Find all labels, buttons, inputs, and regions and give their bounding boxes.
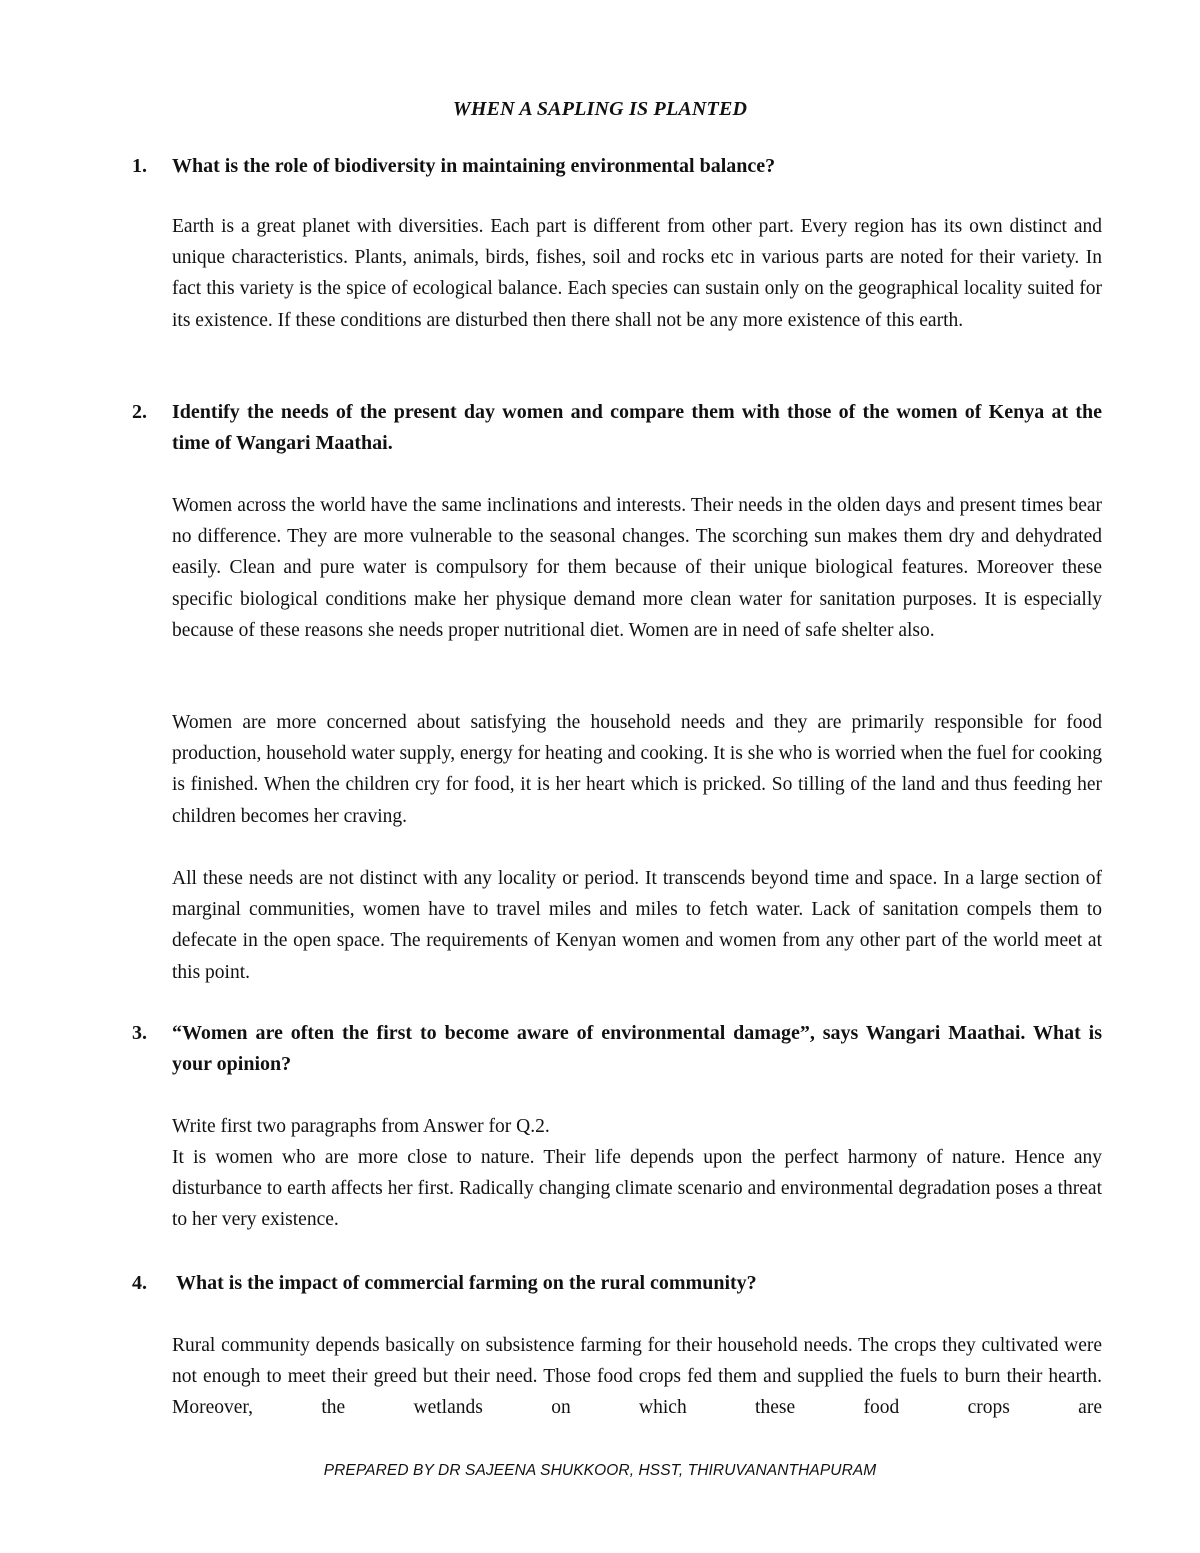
question-number: 1. — [132, 155, 147, 177]
question-3 — [132, 1018, 1102, 1080]
page-footer: PREPARED BY DR SAJEENA SHUKKOOR, HSST, THIRUVANANTHAPURAM — [323, 1462, 877, 1479]
answer-2-paragraph-2: Women are more concerned about satisfying the household needs and they are primarily responsible for food production, household water supply, energy for heating and cooking. It is she who is worried when the fuel for cooking is finished. When the children cry for food, it is her heart which is pricked. So tilling of the land and thus feeding her children becomes her craving. — [172, 712, 1102, 827]
answer-3-instruction: Write first two paragraphs from Answer for Q.2. — [172, 1116, 550, 1137]
question-text: Identify the needs of the present day women and compare them with those of the women of Kenya at the time of Wangari Maathai. — [172, 401, 1102, 454]
answer-2-paragraph-3: All these needs are not distinct with any locality or period. It transcends beyond time and space. In a large section of marginal communities, women have to travel miles and miles to fetch water. Lack of sanitation compels them to defecate in the open space. The requirements of Kenyan women and women from any other part of the world meet at this point. — [172, 868, 1102, 983]
answer-1-paragraph-1: Earth is a great planet with diversities. Each part is different from other part. Every region has its own distinct and unique characteristics. Plants, animals, birds, fishes, soil and rocks etc in various parts are noted for their variety. In fact this variety is the spice of ecological balance. Each species can sustain only on the geographical locality suited for its existence. If these conditions are disturbed then there shall not be any more existence of this earth. — [172, 216, 1102, 331]
answer-4-paragraph-1: Rural community depends basically on subsistence farming for their household needs. The crops they cultivated were not enough to meet their greed but their need. Those food crops fed them and supplied the fuels to burn their hearth. Moreover, the wetlands on which these food crops are — [172, 1335, 1102, 1419]
answer-3-paragraph-1: It is women who are more close to nature. Their life depends upon the perfect harmony of nature. Hence any disturbance to earth affects her first. Radically changing climate scenario and environmental degradation poses a threat to her very existence. — [172, 1147, 1102, 1231]
document-title: WHEN A SAPLING IS PLANTED — [452, 98, 748, 120]
question-number: 2. — [132, 401, 147, 423]
question-4 — [132, 1268, 1102, 1299]
question-text: “Women are often the first to become aware of environmental damage”, says Wangari Maathai. What is your opinion? — [172, 1022, 1102, 1075]
question-1 — [132, 151, 1102, 182]
question-text: What is the impact of commercial farming on the rural community? — [176, 1272, 757, 1294]
question-number: 4. — [132, 1272, 147, 1294]
answer-2-paragraph-1: Women across the world have the same inclinations and interests. Their needs in the olden days and present times bear no difference. They are more vulnerable to the seasonal changes. The scorching sun makes them dry and dehydrated easily. Clean and pure water is compulsory for them because of their unique biological features. Moreover these specific biological conditions make her physique demand more clean water for sanitation purposes. It is especially because of these reasons she needs proper nutritional diet. Women are in need of safe shelter also. — [172, 495, 1102, 641]
question-text: What is the role of biodiversity in maintaining environmental balance? — [172, 155, 776, 177]
question-number: 3. — [132, 1022, 147, 1044]
question-2 — [132, 397, 1102, 459]
